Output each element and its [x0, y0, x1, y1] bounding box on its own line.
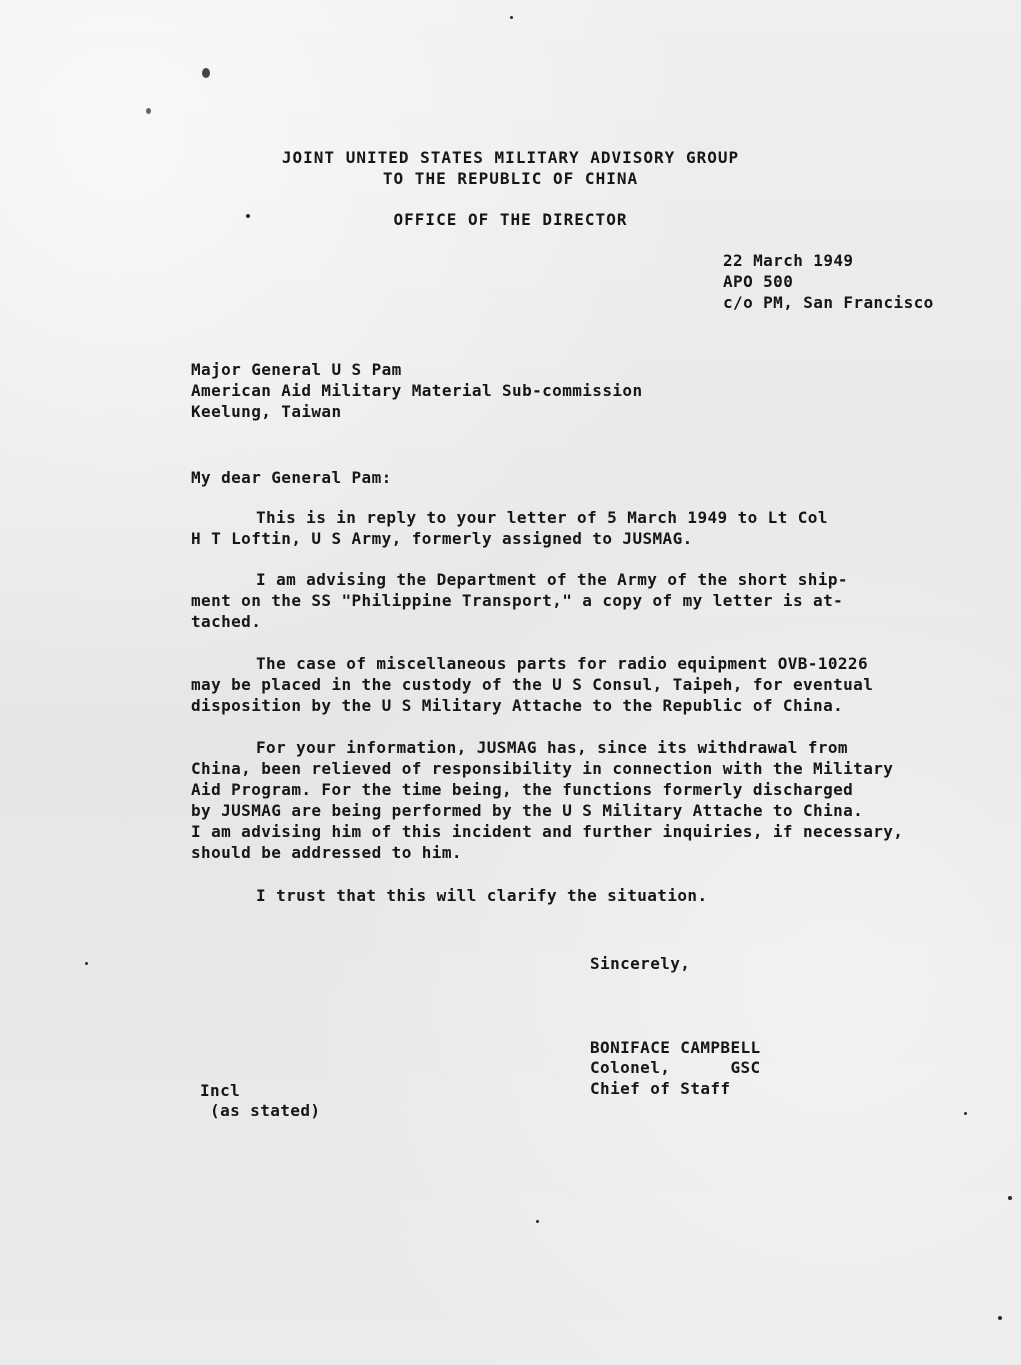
paragraph-4-line-3: Aid Program. For the time being, the functions formerly discharged [191, 780, 854, 799]
pm-line: c/o PM, San Francisco [723, 293, 934, 312]
ink-speck [964, 1112, 967, 1115]
header-office-title: OFFICE OF THE DIRECTOR [393, 210, 628, 229]
recipient-location: Keelung, Taiwan [191, 402, 342, 421]
paragraph-2-line-2: ment on the SS "Philippine Transport," a copy of my letter is at- [191, 591, 844, 610]
header-line-2: TO THE REPUBLIC OF CHINA [382, 169, 639, 188]
ink-speck [998, 1316, 1002, 1320]
ink-speck [146, 108, 151, 114]
paragraph-4-line-6: should be addressed to him. [191, 843, 462, 862]
paragraph-1-line-1: This is in reply to your letter of 5 March 1949 to Lt Col [256, 508, 828, 527]
date-line: 22 March 1949 [723, 251, 854, 270]
signature-title: Chief of Staff [590, 1079, 731, 1098]
closing: Sincerely, [590, 954, 691, 973]
paragraph-4-line-5: I am advising him of this incident and further inquiries, if necessary, [191, 822, 904, 841]
paragraph-5: I trust that this will clarify the situation. [256, 886, 708, 905]
paragraph-3-line-2: may be placed in the custody of the U S Consul, Taipeh, for eventual [191, 675, 874, 694]
ink-speck [536, 1220, 539, 1223]
paragraph-4-line-2: China, been relieved of responsibility in connection with the Military [191, 759, 894, 778]
salutation: My dear General Pam: [191, 468, 392, 487]
recipient-organization: American Aid Military Material Sub-commission [191, 381, 643, 400]
header-line-1: JOINT UNITED STATES MILITARY ADVISORY GROUP [281, 148, 740, 167]
ink-speck [85, 962, 88, 965]
apo-line: APO 500 [723, 272, 794, 291]
paragraph-2-line-3: tached. [191, 612, 262, 631]
ink-speck [1008, 1196, 1012, 1200]
paragraph-2-line-1: I am advising the Department of the Army of the short ship- [256, 570, 848, 589]
signature-rank: Colonel, GSC [590, 1058, 761, 1077]
paragraph-1-line-2: H T Loftin, U S Army, formerly assigned to JUSMAG. [191, 529, 693, 548]
paragraph-3-line-3: disposition by the U S Military Attache to the Republic of China. [191, 696, 844, 715]
ink-speck [510, 16, 513, 19]
paragraph-4-line-4: by JUSMAG are being performed by the U S Military Attache to China. [191, 801, 864, 820]
enclosure-label: Incl [200, 1081, 241, 1100]
signature-name: BONIFACE CAMPBELL [590, 1038, 761, 1057]
ink-speck [202, 68, 210, 78]
recipient-name: Major General U S Pam [191, 360, 402, 379]
enclosure-note: (as stated) [200, 1101, 321, 1120]
paragraph-3-line-1: The case of miscellaneous parts for radio equipment OVB-10226 [256, 654, 869, 673]
paragraph-4-line-1: For your information, JUSMAG has, since its withdrawal from [256, 738, 848, 757]
